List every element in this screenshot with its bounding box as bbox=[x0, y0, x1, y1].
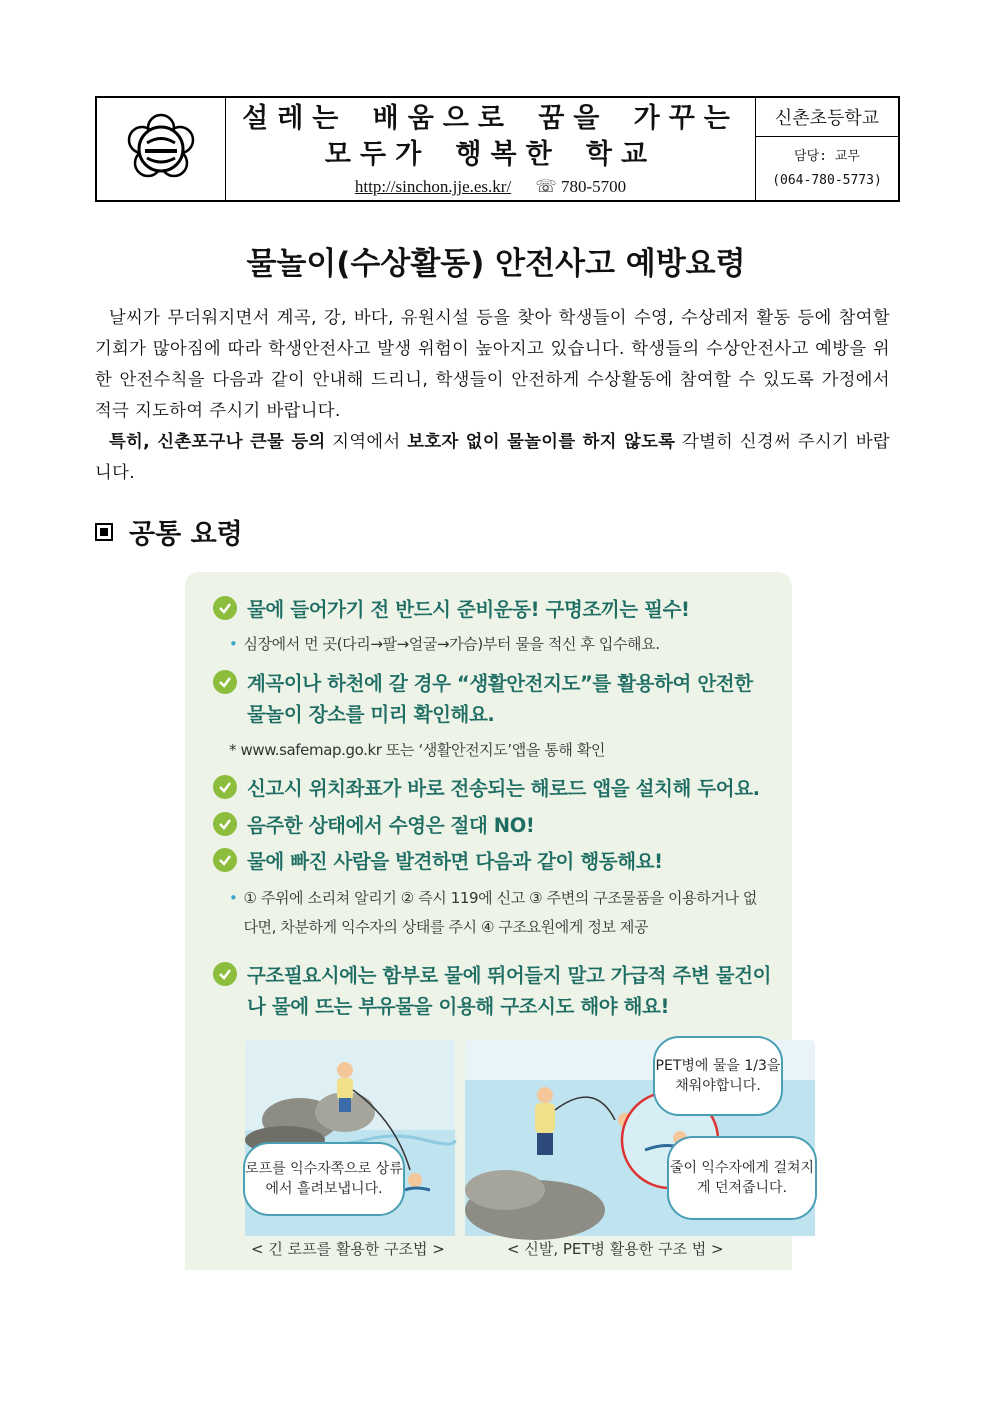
rule-text: 계곡이나 하천에 갈 경우 “생활안전지도”를 활용하여 안전한 물놀이 장소를 미리 확인해요. bbox=[247, 672, 753, 726]
rule-detail-text: * www.safemap.go.kr 또는 ‘생활안전지도’앱을 통해 확인 bbox=[229, 741, 605, 759]
slogan-block bbox=[226, 98, 756, 200]
intro-paragraph-1: 날씨가 무더워지면서 계곡, 강, 바다, 유원시설 등을 찾아 학생들이 수영, 수상레저 활동 등에 참여할 기회가 많아짐에 따라 학생안전사고 발생 위험이 높아지고 있습니다. 학생들의 수상안전사고 예방을 위한 안전수칙을 다음과 같이 안내해 드리니, 학생들이 안전하게 수상활동에 참여할 수 있도록 가정에서 적극 지도하여 주시기 바랍니다. bbox=[95, 308, 890, 421]
staff-phone: (064-780-5773) bbox=[772, 172, 882, 188]
bullet-dot-icon: • bbox=[229, 635, 238, 653]
rule-item bbox=[213, 846, 663, 877]
school-url-link[interactable]: http://sinchon.jje.es.kr/ bbox=[354, 177, 512, 196]
school-name: 신촌초등학교 bbox=[756, 98, 898, 137]
check-icon bbox=[213, 596, 237, 620]
rule-text: 물에 빠진 사람을 발견하면 다음과 같이 행동해요! bbox=[247, 850, 663, 873]
square-bullet-icon bbox=[95, 523, 113, 541]
contact-line bbox=[355, 177, 626, 197]
pet-rescue-caption: < 신발, PET병 활용한 구조 법 > bbox=[507, 1240, 724, 1258]
check-icon bbox=[213, 670, 237, 694]
rope-tip-bubble: 로프를 익수자쪽으로 상류에서 흘려보냅니다. bbox=[243, 1142, 405, 1216]
staff-info bbox=[756, 137, 898, 200]
rule-item bbox=[213, 668, 773, 730]
emphasis-guardian: 보호자 없이 물놀이를 하지 않도록 bbox=[407, 432, 676, 452]
check-icon bbox=[213, 848, 237, 872]
rule-text: 구조필요시에는 함부로 물에 뛰어들지 말고 가급적 주변 물건이나 물에 뜨는 부유물을 이용해 구조시도 해야 해요! bbox=[247, 964, 772, 1018]
school-phone: 780-5700 bbox=[560, 177, 627, 196]
bullet-dot-icon: • bbox=[229, 889, 238, 907]
staff-role: 담당: 교무 bbox=[794, 148, 860, 164]
rule-text: 음주한 상태에서 수영은 절대 NO! bbox=[247, 814, 535, 837]
slogan-line-1: 설레는 배움으로 꿈을 가꾸는 bbox=[242, 103, 739, 134]
slogan-line-2: 모두가 행복한 학교 bbox=[324, 139, 657, 170]
pet-bottle-tip-bubble: PET병에 물을 1/3을 채워야합니다. bbox=[653, 1036, 783, 1116]
check-icon bbox=[213, 812, 237, 836]
emblem-icon bbox=[113, 106, 209, 192]
emphasis-location: 특히, 신촌포구나 큰물 등의 bbox=[109, 432, 326, 452]
rule-detail bbox=[229, 736, 605, 765]
rule-detail-text: ① 주위에 소리쳐 알리기 ② 즉시 119에 신고 ③ 주변의 구조물품을 이용하거나 없다면, 차분하게 익수자의 상태를 주시 ④ 구조요원에게 정보 제공 bbox=[243, 889, 757, 936]
school-emblem bbox=[97, 98, 226, 200]
rule-detail bbox=[229, 630, 660, 659]
rope-rescue-caption: < 긴 로프를 활용한 구조법 > bbox=[251, 1240, 445, 1258]
rule-text: 물에 들어가기 전 반드시 준비운동! 구명조끼는 필수! bbox=[247, 598, 690, 621]
throw-line-tip-bubble: 줄이 익수자에게 걸쳐지게 던져줍니다. bbox=[667, 1136, 817, 1220]
rule-item bbox=[213, 810, 534, 841]
intro-text bbox=[95, 303, 890, 489]
rule-detail bbox=[229, 884, 769, 942]
safety-guide-card bbox=[185, 572, 815, 1270]
rule-text: 신고시 위치좌표가 바로 전송되는 해로드 앱을 설치해 두어요. bbox=[247, 777, 760, 800]
rule-item bbox=[213, 960, 773, 1022]
section-heading bbox=[95, 512, 243, 551]
rule-detail-text: 심장에서 먼 곳(다리→팔→얼굴→가슴)부터 물을 적신 후 입수해요. bbox=[243, 635, 660, 653]
rule-item bbox=[213, 594, 690, 625]
document-title: 물놀이(수상활동) 안전사고 예방요령 bbox=[246, 246, 746, 282]
letterhead bbox=[95, 96, 900, 202]
intro-paragraph-2 bbox=[95, 427, 890, 489]
school-info bbox=[756, 98, 898, 200]
check-icon bbox=[213, 962, 237, 986]
rescue-illustrations bbox=[245, 1040, 815, 1270]
section-title: 공통 요령 bbox=[129, 519, 243, 550]
intro-text-fragment: 지역에서 bbox=[325, 432, 408, 452]
check-icon bbox=[213, 775, 237, 799]
intro-text-fragment: 각별히 신경써 주시기 바랍니다. bbox=[95, 432, 891, 483]
phone-icon: ☏ bbox=[535, 177, 557, 196]
rule-item bbox=[213, 773, 760, 804]
